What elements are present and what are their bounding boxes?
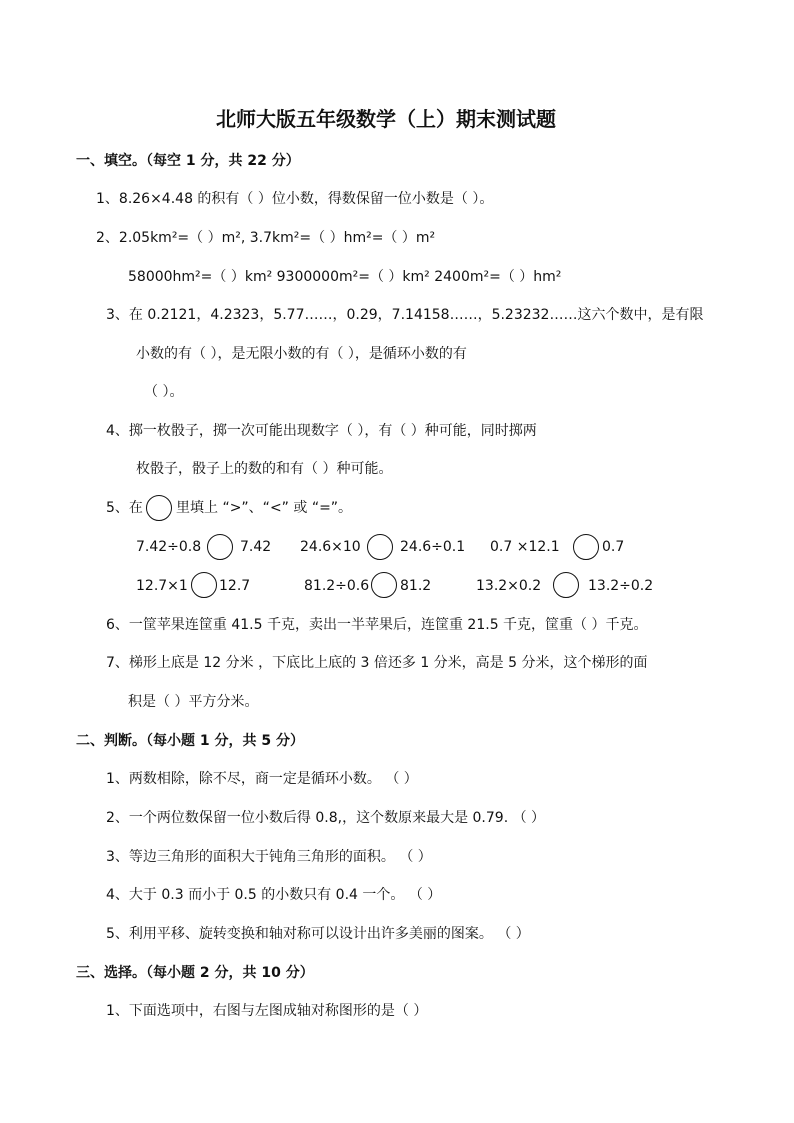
compare-expr: 13.2×0.2 [476,578,542,594]
fill-question-2-line-1: 2、2.05km²=（ ）m², 3.7km²=（ ）hm²=（ ）m² [96,230,436,246]
judge-item-5: 5、利用平移、旋转变换和轴对称可以设计出许多美丽的图案。 （ ） [106,926,530,942]
fill-question-3-line-3: （ ）。 [144,384,184,400]
fill-question-5-suffix: 里填上 “>”、“<” 或 “=”。 [176,500,353,516]
section-heading-fill: 一、填空。（每空 1 分，共 22 分） [76,153,300,169]
compare-expr: 24.6÷0.1 [400,539,466,555]
compare-expr: 7.42 [240,539,272,555]
judge-item-2: 2、一个两位数保留一位小数后得 0.8,，这个数原来最大是 0.79. （ ） [106,810,546,826]
fill-question-3-line-1: 3、在 0.2121，4.2323，5.77……，0.29，7.14158……，5.23232……这六个数中，是有限 [106,307,704,323]
fill-question-7-line-2: 积是（ ）平方分米。 [128,694,259,710]
compare-circle-example [146,495,172,521]
compare-expr: 81.2÷0.6 [304,578,370,594]
compare-expr: 24.6×10 [300,539,361,555]
fill-question-7-line-1: 7、梯形上底是 12 分米 ，下底比上底的 3 倍还多 1 分米，高是 5 分米，这个梯形的面 [106,655,648,671]
compare-circle[interactable] [573,534,599,560]
judge-item-3: 3、等边三角形的面积大于钝角三角形的面积。 （ ） [106,849,432,865]
compare-expr: 81.2 [400,578,432,594]
fill-question-3-line-2: 小数的有（ ），是无限小数的有（ ），是循环小数的有 [136,346,467,362]
compare-circle[interactable] [207,534,233,560]
compare-expr: 0.7 ×12.1 [490,539,560,555]
compare-circle[interactable] [191,572,217,598]
section-heading-judge: 二、判断。（每小题 1 分，共 5 分） [76,733,304,749]
compare-circle[interactable] [553,572,579,598]
fill-question-6: 6、一筐苹果连筐重 41.5 千克，卖出一半苹果后，连筐重 21.5 千克，筐重（ ）千克。 [106,617,648,633]
judge-item-1: 1、两数相除，除不尽，商一定是循环小数。 （ ） [106,771,418,787]
choice-question-1: 1、下面选项中，右图与左图成轴对称图形的是（ ） [106,1003,428,1019]
fill-question-4-line-1: 4、掷一枚骰子，掷一次可能出现数字（ ），有（ ）种可能，同时掷两 [106,423,537,439]
fill-question-1: 1、8.26×4.48 的积有（ ）位小数，得数保留一位小数是（ ）。 [96,191,494,207]
fill-question-4-line-2: 枚骰子，骰子上的数的和有（ ）种可能。 [136,461,393,477]
compare-expr: 13.2÷0.2 [588,578,654,594]
compare-expr: 0.7 [602,539,625,555]
section-heading-choice: 三、选择。（每小题 2 分，共 10 分） [76,965,314,981]
fill-question-2-line-2: 58000hm²=（ ）km² 9300000m²=（ ）km² 2400m²=（ ）hm² [128,269,562,285]
fill-question-5-prefix: 5、在 [106,500,143,516]
judge-item-4: 4、大于 0.3 而小于 0.5 的小数只有 0.4 一个。 （ ） [106,887,442,903]
compare-expr: 12.7×1 [136,578,188,594]
compare-expr: 7.42÷0.8 [136,539,202,555]
compare-circle[interactable] [371,572,397,598]
compare-expr: 12.7 [219,578,251,594]
compare-circle[interactable] [367,534,393,560]
page-title: 北师大版五年级数学（上）期末测试题 [216,107,556,131]
